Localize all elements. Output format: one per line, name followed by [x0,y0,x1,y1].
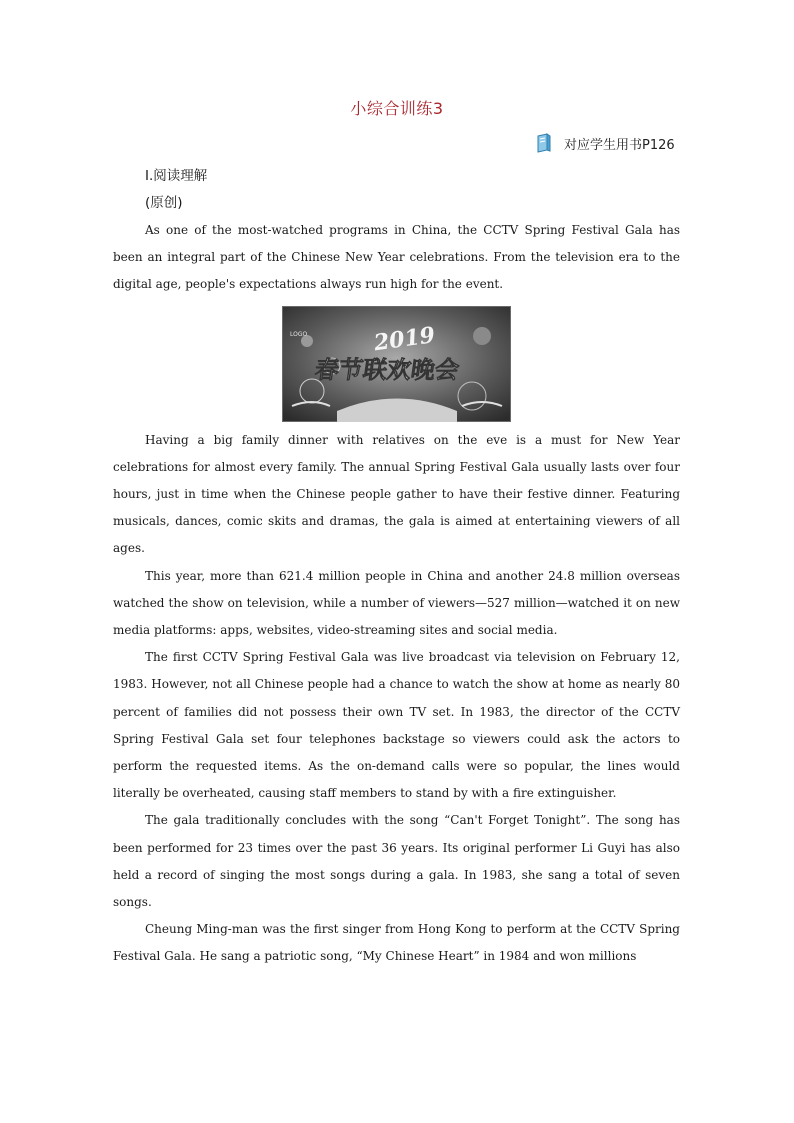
paragraph: The gala traditionally concludes with the song “Can't Forget Tonight”. The song has been performed for 23 times over the past 36 years. Its original performer Li Guyi has also held a record of singing the most songs during a gala. In 1983, she sang a total of seven songs. [113,813,680,910]
gala-name-text: 春节联欢晚会 [313,355,461,384]
paragraph: As one of the most-watched programs in China, the CCTV Spring Festival Gala has been an integral part of the Chinese New Year celebrations. From the television era to the digital age, people's expectations always run high for the event. [113,223,680,292]
book-icon [536,133,552,153]
paragraph: The first CCTV Spring Festival Gala was live broadcast via television on February 12, 1983. However, not all Chinese people had a chance to watch the show at home as nearly 80 percent of families did not possess their own TV set. In 1983, the director of the CCTV Spring Festival Gala set four telephones backstage so viewers could ask the actors to perform the requested items. As the on-demand calls were so popular, the lines would literally be overheated, causing staff members to stand by with a fire extinguisher. [113,650,680,801]
article-body [113,217,680,971]
student-book-reference [536,131,675,155]
paragraph: Having a big family dinner with relatives on the eve is a must for New Year celebrations for almost every family. The annual Spring Festival Gala usually lasts over four hours, just in time when the Chinese people gather to have their festive dinner. Featuring musicals, dances, comic skits and dramas, the gala is aimed at entertaining viewers of all ages. [113,432,680,556]
section-heading: Ⅰ.阅读理解 [145,168,208,184]
page-title: 小综合训练3 [350,99,444,118]
reference-label: 对应学生用书P126 [564,137,675,153]
year-text: 2019 [372,321,437,356]
paragraph: This year, more than 621.4 million people in China and another 24.8 million overseas watched the show on television, while a number of viewers—527 million—watched it on new media platforms: apps, websites, video-streaming sites and social media. [113,568,680,638]
source-note: (原创) [145,195,183,211]
gala-poster-image [282,306,511,422]
paragraph: Cheung Ming-man was the first singer from Hong Kong to perform at the CCTV Spring Festival Gala. He sang a patriotic song, “My Chinese Heart” in 1984 and won millions [113,922,680,964]
logo-text: LOGO [290,330,308,338]
